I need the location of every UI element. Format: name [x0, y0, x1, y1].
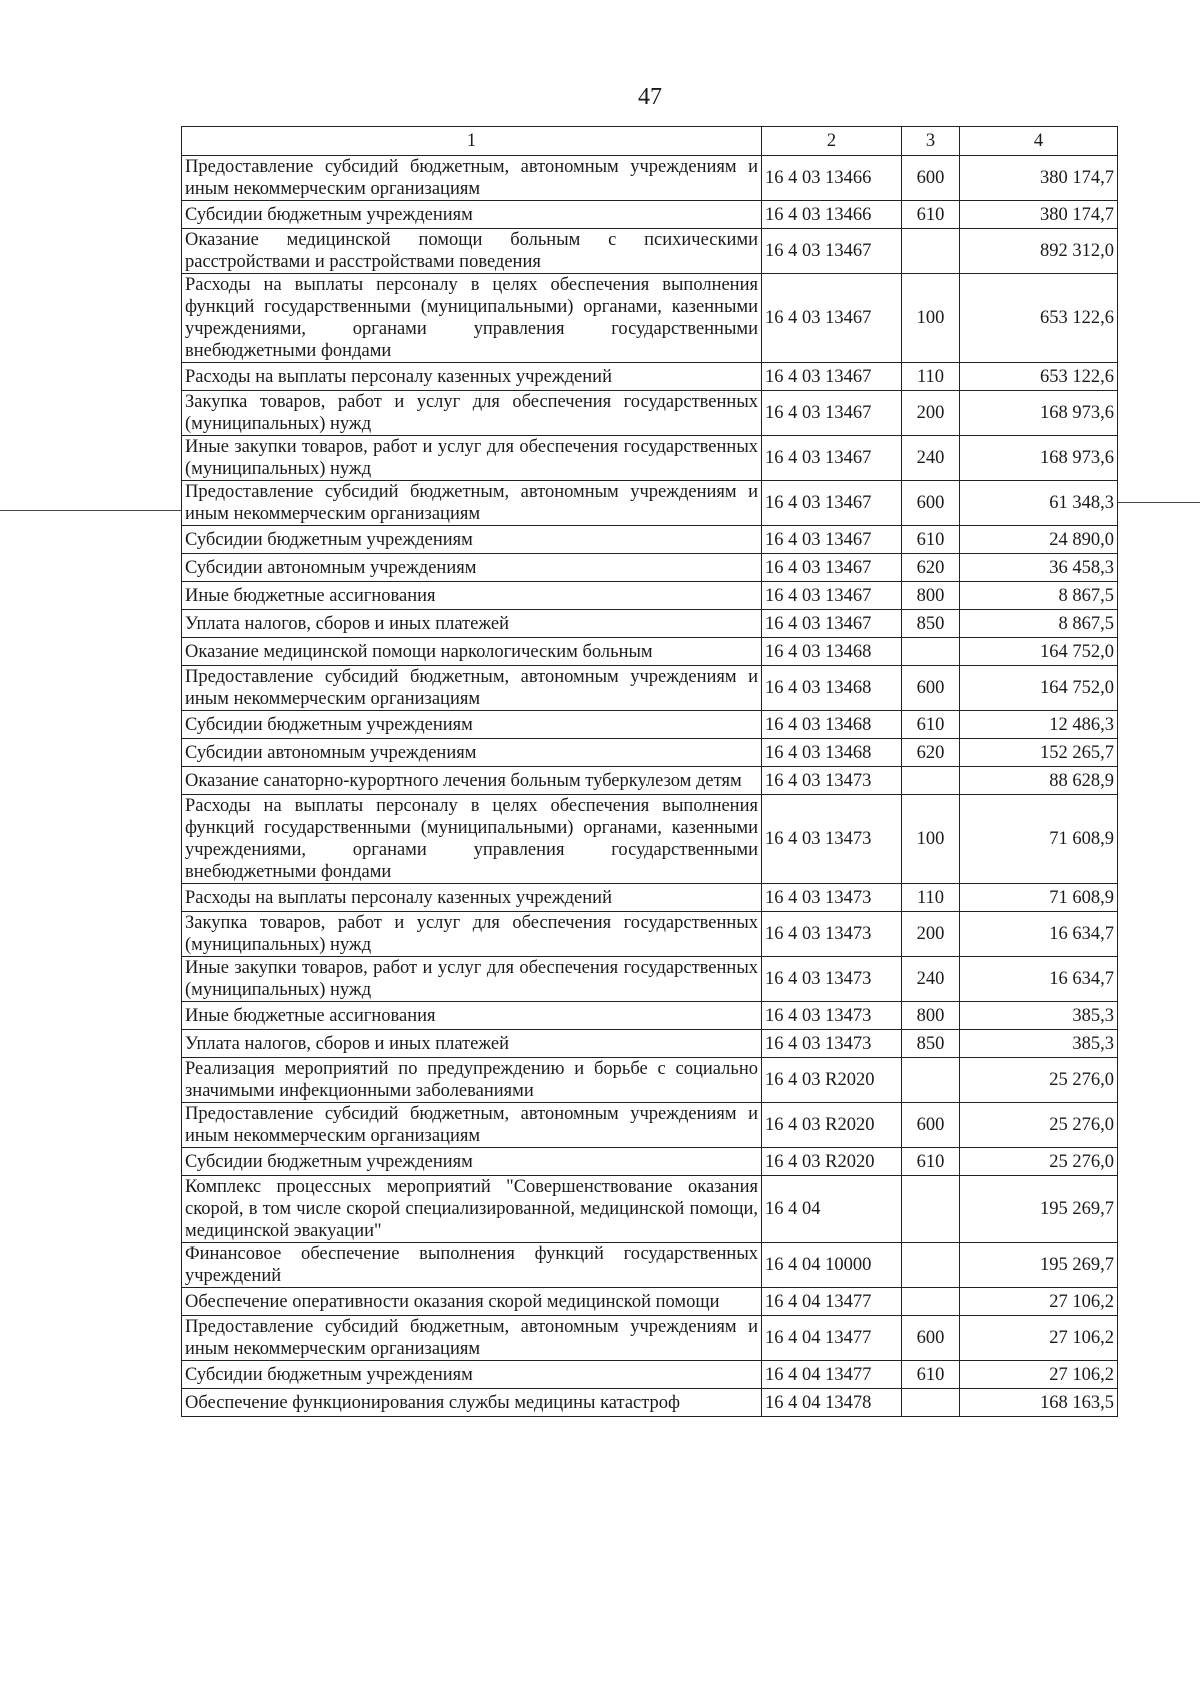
row-expense-type: 610 — [902, 1148, 960, 1176]
row-code: 16 4 03 13473 — [762, 795, 902, 884]
table-row — [182, 156, 1118, 201]
row-expense-type: 600 — [902, 666, 960, 711]
row-expense-type — [902, 1288, 960, 1316]
row-expense-type: 110 — [902, 363, 960, 391]
row-amount: 25 276,0 — [960, 1148, 1118, 1176]
row-amount: 152 265,7 — [960, 739, 1118, 767]
row-code: 16 4 03 R2020 — [762, 1103, 902, 1148]
row-expense-type: 600 — [902, 1316, 960, 1361]
row-name: Субсидии бюджетным учреждениям — [182, 201, 762, 229]
row-amount: 168 163,5 — [960, 1389, 1118, 1417]
row-name: Субсидии автономным учреждениям — [182, 739, 762, 767]
row-amount: 195 269,7 — [960, 1243, 1118, 1288]
row-code: 16 4 03 13466 — [762, 156, 902, 201]
table-row — [182, 526, 1118, 554]
row-amount: 195 269,7 — [960, 1176, 1118, 1243]
table-row — [182, 1058, 1118, 1103]
table-row — [182, 1389, 1118, 1417]
row-amount: 16 634,7 — [960, 912, 1118, 957]
row-amount: 653 122,6 — [960, 363, 1118, 391]
table-row — [182, 1103, 1118, 1148]
row-code: 16 4 03 13467 — [762, 363, 902, 391]
table-row — [182, 1176, 1118, 1243]
row-name: Комплекс процессных мероприятий "Совершенствование оказания скорой, в том числе скорой специализированной, медицинской помощи, медицинской эвакуации" — [182, 1176, 762, 1243]
table-row — [182, 638, 1118, 666]
row-amount: 16 634,7 — [960, 957, 1118, 1002]
row-name: Иные закупки товаров, работ и услуг для обеспечения государственных (муниципальных) нужд — [182, 436, 762, 481]
row-name: Субсидии бюджетным учреждениям — [182, 711, 762, 739]
row-name: Предоставление субсидий бюджетным, автономным учреждениям и иным некоммерческим организациям — [182, 666, 762, 711]
table-row — [182, 391, 1118, 436]
row-amount: 24 890,0 — [960, 526, 1118, 554]
row-expense-type: 800 — [902, 1002, 960, 1030]
row-amount: 8 867,5 — [960, 610, 1118, 638]
row-code: 16 4 03 R2020 — [762, 1148, 902, 1176]
row-code: 16 4 03 13467 — [762, 436, 902, 481]
row-amount: 892 312,0 — [960, 229, 1118, 274]
margin-mark-right — [1118, 502, 1200, 503]
row-name: Иные закупки товаров, работ и услуг для обеспечения государственных (муниципальных) нужд — [182, 957, 762, 1002]
row-amount: 25 276,0 — [960, 1058, 1118, 1103]
row-name: Субсидии автономным учреждениям — [182, 554, 762, 582]
row-amount: 27 106,2 — [960, 1361, 1118, 1389]
row-name: Расходы на выплаты персоналу казенных учреждений — [182, 884, 762, 912]
row-expense-type: 610 — [902, 526, 960, 554]
table-row — [182, 1316, 1118, 1361]
row-name: Расходы на выплаты персоналу в целях обеспечения выполнения функций государственными (муниципальными) органами, казенными учреждениями, органами управления государственными внебюджетными фондами — [182, 795, 762, 884]
row-amount: 8 867,5 — [960, 582, 1118, 610]
row-expense-type: 100 — [902, 795, 960, 884]
row-name: Предоставление субсидий бюджетным, автономным учреждениям и иным некоммерческим организациям — [182, 481, 762, 526]
row-name: Закупка товаров, работ и услуг для обеспечения государственных (муниципальных) нужд — [182, 391, 762, 436]
table-row — [182, 767, 1118, 795]
row-expense-type: 600 — [902, 481, 960, 526]
row-code: 16 4 04 13477 — [762, 1361, 902, 1389]
row-amount: 25 276,0 — [960, 1103, 1118, 1148]
row-amount: 385,3 — [960, 1030, 1118, 1058]
row-code: 16 4 03 R2020 — [762, 1058, 902, 1103]
row-code: 16 4 04 13478 — [762, 1389, 902, 1417]
header-col-2: 2 — [762, 127, 902, 156]
row-code: 16 4 03 13468 — [762, 638, 902, 666]
row-code: 16 4 03 13473 — [762, 1002, 902, 1030]
row-amount: 164 752,0 — [960, 666, 1118, 711]
row-code: 16 4 03 13473 — [762, 912, 902, 957]
row-expense-type: 240 — [902, 957, 960, 1002]
row-code: 16 4 03 13467 — [762, 229, 902, 274]
row-code: 16 4 03 13466 — [762, 201, 902, 229]
row-code: 16 4 03 13467 — [762, 554, 902, 582]
row-expense-type — [902, 1176, 960, 1243]
margin-mark-left — [0, 510, 182, 511]
row-name: Субсидии бюджетным учреждениям — [182, 1361, 762, 1389]
row-name: Иные бюджетные ассигнования — [182, 1002, 762, 1030]
row-code: 16 4 03 13468 — [762, 739, 902, 767]
row-name: Оказание санаторно-курортного лечения больным туберкулезом детям — [182, 767, 762, 795]
row-name: Уплата налогов, сборов и иных платежей — [182, 610, 762, 638]
row-name: Расходы на выплаты персоналу в целях обеспечения выполнения функций государственными (муниципальными) органами, казенными учреждениями, органами управления государственными внебюджетными фондами — [182, 274, 762, 363]
row-name: Закупка товаров, работ и услуг для обеспечения государственных (муниципальных) нужд — [182, 912, 762, 957]
budget-table — [181, 126, 1118, 1417]
row-expense-type: 200 — [902, 912, 960, 957]
row-expense-type — [902, 767, 960, 795]
row-code: 16 4 03 13467 — [762, 481, 902, 526]
row-amount: 168 973,6 — [960, 436, 1118, 481]
table-row — [182, 201, 1118, 229]
row-amount: 27 106,2 — [960, 1288, 1118, 1316]
table-row — [182, 436, 1118, 481]
row-code: 16 4 04 13477 — [762, 1288, 902, 1316]
row-name: Предоставление субсидий бюджетным, автономным учреждениям и иным некоммерческим организациям — [182, 1316, 762, 1361]
row-expense-type — [902, 1058, 960, 1103]
row-code: 16 4 04 13477 — [762, 1316, 902, 1361]
table-row — [182, 363, 1118, 391]
row-code: 16 4 03 13473 — [762, 957, 902, 1002]
row-expense-type: 620 — [902, 739, 960, 767]
row-code: 16 4 04 — [762, 1176, 902, 1243]
row-name: Предоставление субсидий бюджетным, автономным учреждениям и иным некоммерческим организациям — [182, 156, 762, 201]
table-row — [182, 582, 1118, 610]
row-amount: 61 348,3 — [960, 481, 1118, 526]
row-expense-type: 610 — [902, 711, 960, 739]
header-col-1: 1 — [182, 127, 762, 156]
row-amount: 36 458,3 — [960, 554, 1118, 582]
row-name: Оказание медицинской помощи больным с психическими расстройствами и расстройствами поведения — [182, 229, 762, 274]
row-amount: 12 486,3 — [960, 711, 1118, 739]
row-expense-type: 850 — [902, 610, 960, 638]
row-code: 16 4 04 10000 — [762, 1243, 902, 1288]
row-expense-type — [902, 638, 960, 666]
table-row — [182, 1361, 1118, 1389]
row-amount: 71 608,9 — [960, 795, 1118, 884]
row-code: 16 4 03 13467 — [762, 526, 902, 554]
row-expense-type: 240 — [902, 436, 960, 481]
row-amount: 168 973,6 — [960, 391, 1118, 436]
row-amount: 380 174,7 — [960, 156, 1118, 201]
row-name: Предоставление субсидий бюджетным, автономным учреждениям и иным некоммерческим организациям — [182, 1103, 762, 1148]
page-number: 47 — [638, 84, 662, 110]
row-name: Обеспечение оперативности оказания скорой медицинской помощи — [182, 1288, 762, 1316]
table-row — [182, 1002, 1118, 1030]
row-amount: 71 608,9 — [960, 884, 1118, 912]
table-row — [182, 912, 1118, 957]
header-col-3: 3 — [902, 127, 960, 156]
table-row — [182, 739, 1118, 767]
table-row — [182, 957, 1118, 1002]
row-amount: 380 174,7 — [960, 201, 1118, 229]
row-expense-type — [902, 229, 960, 274]
row-amount: 385,3 — [960, 1002, 1118, 1030]
row-name: Субсидии бюджетным учреждениям — [182, 526, 762, 554]
row-expense-type: 600 — [902, 156, 960, 201]
row-expense-type: 610 — [902, 201, 960, 229]
row-expense-type: 610 — [902, 1361, 960, 1389]
row-amount: 653 122,6 — [960, 274, 1118, 363]
row-code: 16 4 03 13468 — [762, 711, 902, 739]
row-expense-type: 200 — [902, 391, 960, 436]
row-expense-type: 620 — [902, 554, 960, 582]
row-name: Иные бюджетные ассигнования — [182, 582, 762, 610]
row-code: 16 4 03 13467 — [762, 582, 902, 610]
row-code: 16 4 03 13473 — [762, 767, 902, 795]
row-code: 16 4 03 13467 — [762, 391, 902, 436]
table-row — [182, 274, 1118, 363]
row-expense-type: 100 — [902, 274, 960, 363]
table-row — [182, 554, 1118, 582]
row-code: 16 4 03 13473 — [762, 1030, 902, 1058]
table-row — [182, 666, 1118, 711]
row-name: Реализация мероприятий по предупреждению и борьбе с социально значимыми инфекционными заболеваниями — [182, 1058, 762, 1103]
row-expense-type — [902, 1243, 960, 1288]
table-row — [182, 711, 1118, 739]
row-expense-type: 800 — [902, 582, 960, 610]
row-amount: 27 106,2 — [960, 1316, 1118, 1361]
row-code: 16 4 03 13467 — [762, 610, 902, 638]
header-row — [182, 127, 1118, 156]
row-name: Оказание медицинской помощи наркологическим больным — [182, 638, 762, 666]
row-name: Субсидии бюджетным учреждениям — [182, 1148, 762, 1176]
table-row — [182, 229, 1118, 274]
row-expense-type — [902, 1389, 960, 1417]
row-expense-type: 850 — [902, 1030, 960, 1058]
table-row — [182, 1148, 1118, 1176]
row-amount: 88 628,9 — [960, 767, 1118, 795]
row-code: 16 4 03 13473 — [762, 884, 902, 912]
row-name: Расходы на выплаты персоналу казенных учреждений — [182, 363, 762, 391]
table-row — [182, 481, 1118, 526]
table-row — [182, 1243, 1118, 1288]
row-name: Уплата налогов, сборов и иных платежей — [182, 1030, 762, 1058]
row-name: Финансовое обеспечение выполнения функций государственных учреждений — [182, 1243, 762, 1288]
table-row — [182, 610, 1118, 638]
table-row — [182, 1030, 1118, 1058]
row-expense-type: 600 — [902, 1103, 960, 1148]
row-code: 16 4 03 13468 — [762, 666, 902, 711]
row-name: Обеспечение функционирования службы медицины катастроф — [182, 1389, 762, 1417]
table-row — [182, 884, 1118, 912]
row-amount: 164 752,0 — [960, 638, 1118, 666]
header-col-4: 4 — [960, 127, 1118, 156]
table-row — [182, 1288, 1118, 1316]
row-expense-type: 110 — [902, 884, 960, 912]
table-row — [182, 795, 1118, 884]
row-code: 16 4 03 13467 — [762, 274, 902, 363]
